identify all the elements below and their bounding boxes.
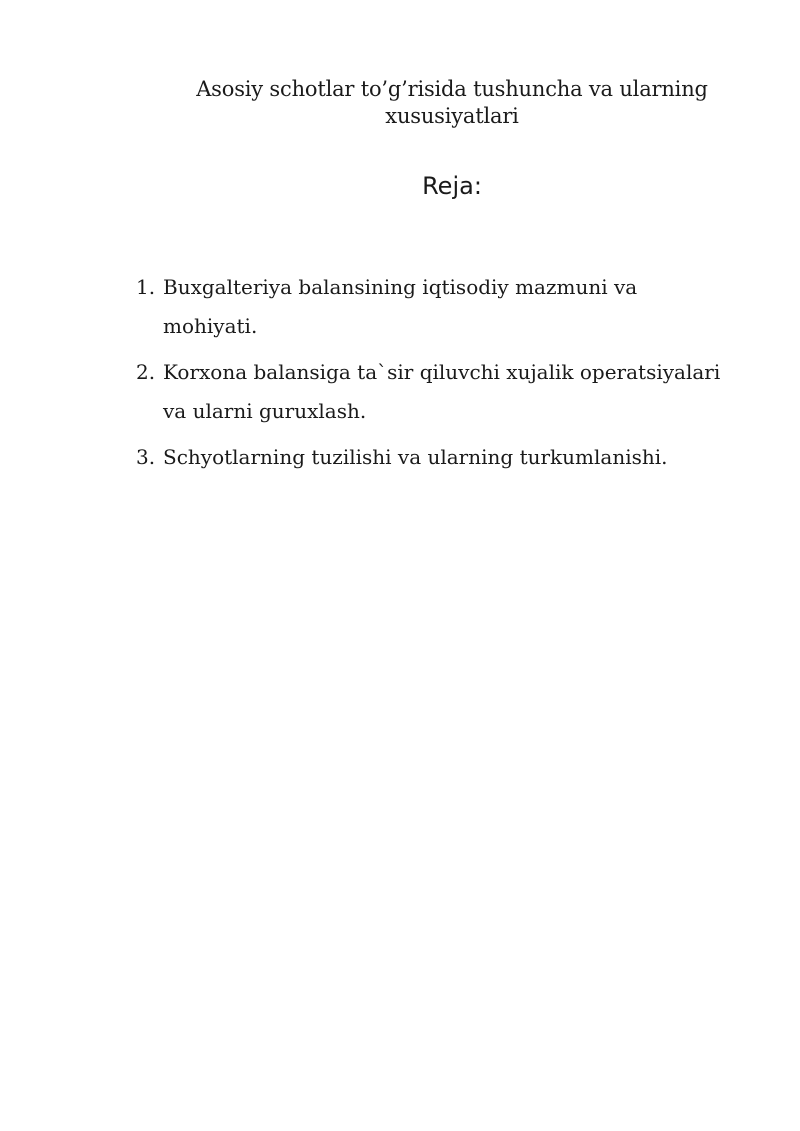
plan-list <box>136 268 736 484</box>
plan-item <box>136 353 736 431</box>
document-title <box>120 76 784 130</box>
plan-item-number: 3. <box>136 445 156 469</box>
plan-item-number: 2. <box>136 360 156 384</box>
plan-item-text: Schyotlarning tuzilishi va ularning turkumlanishi. <box>163 445 668 469</box>
plan-item <box>136 438 736 477</box>
plan-heading: Reja: <box>422 172 482 200</box>
title-line-2: xususiyatlari <box>385 104 519 128</box>
plan-item <box>136 268 736 346</box>
plan-item-text: Korxona balansiga ta`sir qiluvchi xujalik operatsiyalari va ularni guruxlash. <box>163 360 721 423</box>
plan-item-text: Buxgalteriya balansining iqtisodiy mazmuni va mohiyati. <box>163 275 638 338</box>
plan-item-number: 1. <box>136 275 156 299</box>
title-line-1: Asosiy schotlar to’g’risida tushuncha va ularning <box>196 77 708 101</box>
